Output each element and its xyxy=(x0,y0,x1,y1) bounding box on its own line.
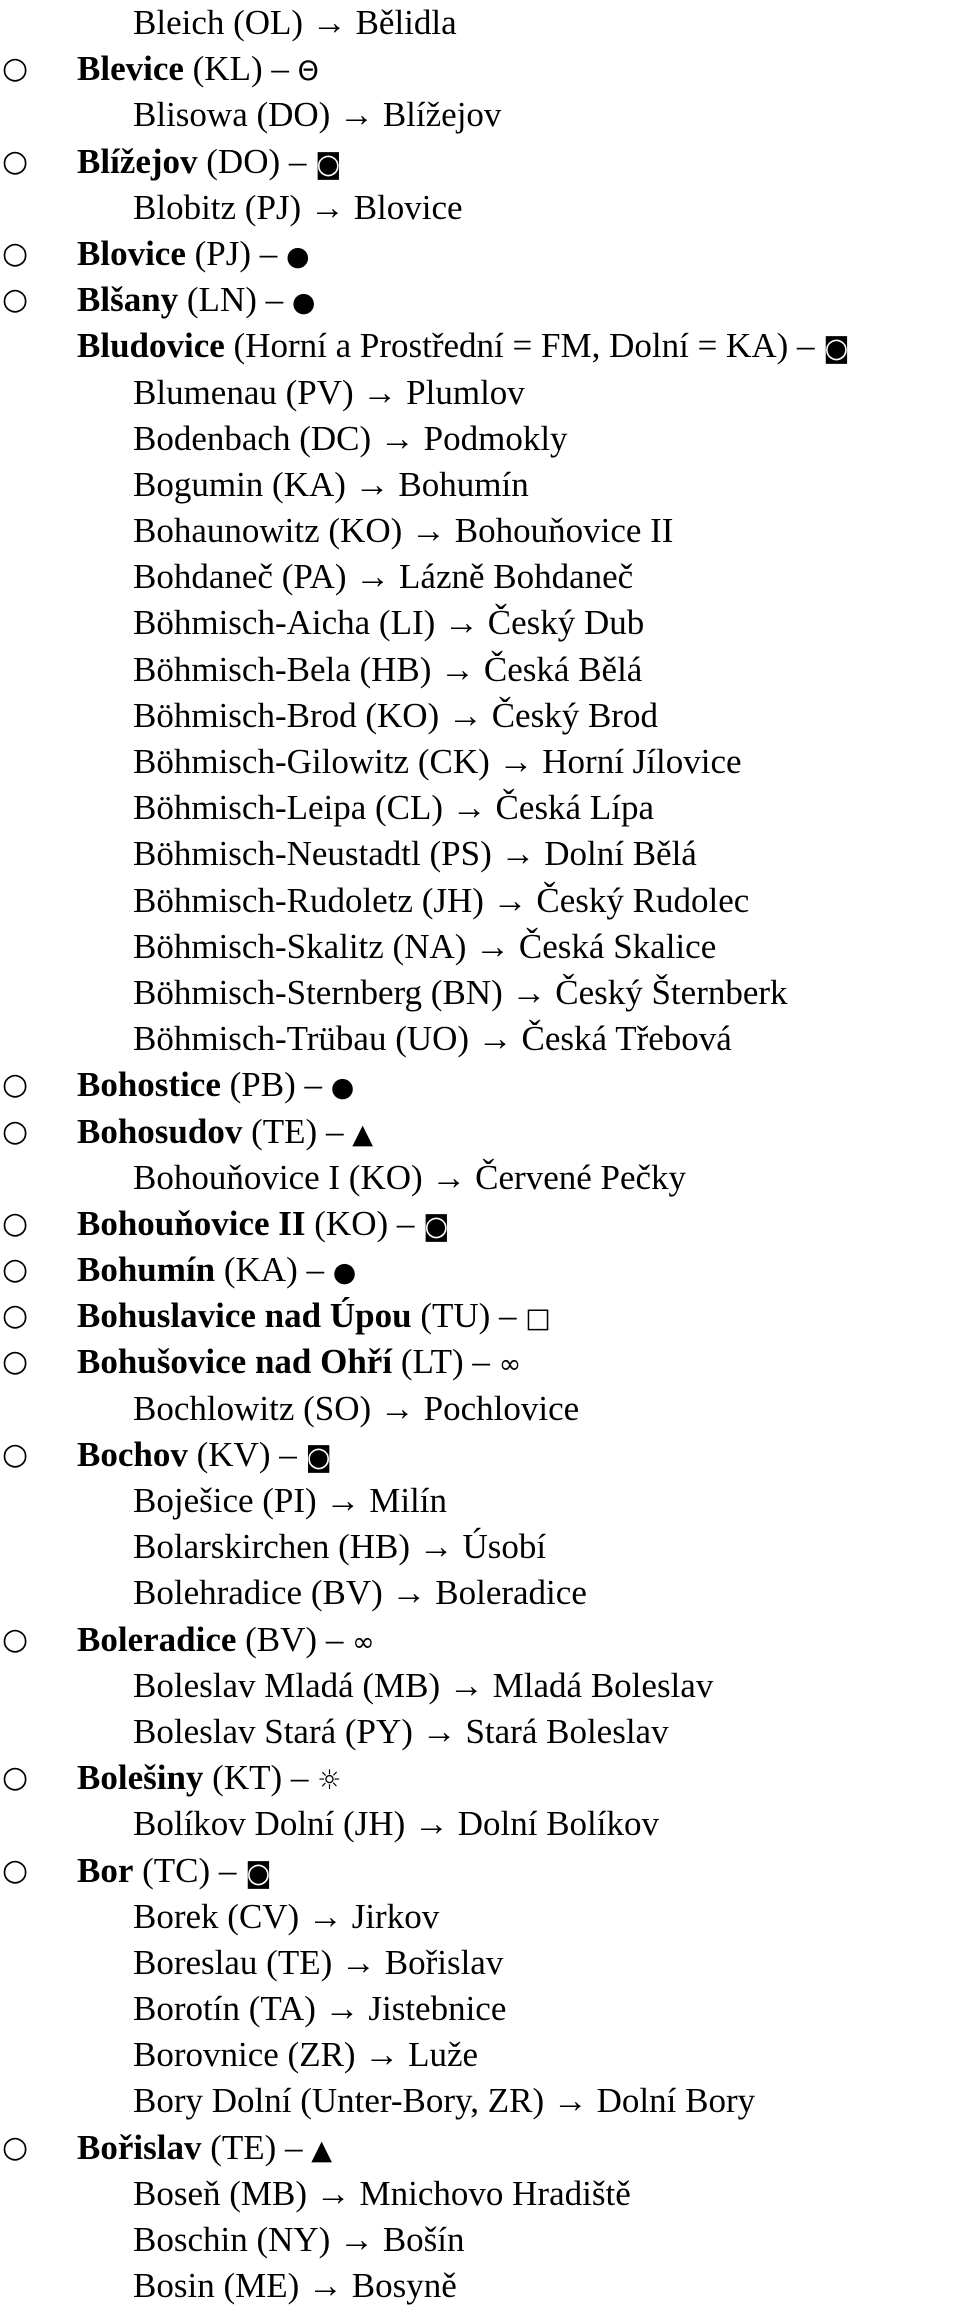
entry-text xyxy=(77,1201,449,1250)
circle-bullet-icon: ○ xyxy=(2,1852,29,1888)
place-name: Blovice xyxy=(77,233,186,273)
status-symbol-icon: ∞ xyxy=(498,1349,522,1381)
entry-text xyxy=(77,1062,354,1111)
circle-bullet-icon: ○ xyxy=(2,1621,29,1657)
place-entry xyxy=(0,46,960,92)
cross-reference-entry xyxy=(0,185,960,231)
reference-text: Böhmisch-Aicha (LI) → Český Dub xyxy=(133,603,645,643)
place-entry xyxy=(0,1617,960,1663)
reference-text: Blisowa (DO) → Blížejov xyxy=(133,95,502,135)
cross-reference-entry xyxy=(0,693,960,739)
circle-bullet-icon: ○ xyxy=(2,143,29,179)
cross-reference-entry xyxy=(0,831,960,877)
status-symbol-icon: ● xyxy=(291,287,316,319)
district-code: (TC) – xyxy=(133,1850,246,1890)
place-name: Bohouňovice II xyxy=(77,1203,306,1243)
cross-reference-entry xyxy=(0,1524,960,1570)
reference-text: Böhmisch-Neustadtl (PS) → Dolní Bělá xyxy=(133,834,697,874)
place-name: Bohostice xyxy=(77,1065,221,1105)
reference-text: Borek (CV) → Jirkov xyxy=(133,1896,440,1936)
reference-text: Bolehradice (BV) → Boleradice xyxy=(133,1573,587,1613)
cross-reference-entry xyxy=(0,2078,960,2124)
cross-reference-entry xyxy=(0,785,960,831)
entry-text xyxy=(77,277,315,326)
reference-text: Bleich (OL) → Bělidla xyxy=(133,3,457,42)
circle-bullet-icon: ○ xyxy=(2,1760,29,1796)
district-code: (BV) – xyxy=(236,1619,353,1659)
circle-bullet-icon: ○ xyxy=(2,1067,29,1103)
entry-text xyxy=(77,1293,551,1342)
cross-reference-entry xyxy=(0,508,960,554)
district-code: (TU) – xyxy=(411,1296,526,1336)
reference-text: Boleslav Mladá (MB) → Mladá Boleslav xyxy=(133,1665,714,1705)
entry-text xyxy=(77,1339,521,1388)
district-code: (TE) – xyxy=(242,1111,353,1151)
place-entry xyxy=(0,231,960,277)
place-name: Bor xyxy=(77,1850,134,1890)
reference-text: Boleslav Stará (PY) → Stará Boleslav xyxy=(133,1711,669,1751)
status-symbol-icon: ◙ xyxy=(305,1441,332,1473)
place-name: Blížejov xyxy=(77,141,198,181)
place-entry xyxy=(0,277,960,323)
reference-text: Bolíkov Dolní (JH) → Dolní Bolíkov xyxy=(133,1804,659,1844)
status-symbol-icon: ▲ xyxy=(311,2134,333,2166)
district-code: (LT) – xyxy=(392,1342,499,1382)
reference-text: Böhmisch-Rudoletz (JH) → Český Rudolec xyxy=(133,880,750,920)
place-name: Bludovice xyxy=(77,326,225,366)
reference-text: Böhmisch-Sternberg (BN) → Český Šternberk xyxy=(133,972,788,1012)
circle-bullet-icon: ○ xyxy=(2,2129,29,2165)
cross-reference-entry xyxy=(0,462,960,508)
status-symbol-icon: ● xyxy=(286,240,310,272)
district-code: (PB) – xyxy=(220,1065,331,1105)
district-code: (PJ) – xyxy=(185,233,287,273)
entry-text xyxy=(77,1247,356,1296)
reference-text: Borotín (TA) → Jistebnice xyxy=(133,1989,507,2029)
circle-bullet-icon: ○ xyxy=(2,1113,29,1149)
place-name: Bořislav xyxy=(77,2127,202,2167)
cross-reference-entry xyxy=(0,92,960,138)
status-symbol-icon: Θ xyxy=(297,56,319,88)
cross-reference-entry xyxy=(0,1570,960,1616)
cross-reference-entry xyxy=(0,1986,960,2032)
cross-reference-entry xyxy=(0,416,960,462)
place-entry xyxy=(0,1062,960,1108)
reference-text: Bohaunowitz (KO) → Bohouňovice II xyxy=(133,511,674,551)
circle-bullet-icon: ○ xyxy=(2,51,29,87)
reference-text: Boješice (PI) → Milín xyxy=(133,1481,447,1520)
place-name: Blevice xyxy=(77,49,184,89)
place-name: Bochov xyxy=(77,1434,188,1474)
entry-text xyxy=(77,2125,332,2174)
cross-reference-entry xyxy=(0,2263,960,2309)
cross-reference-entry xyxy=(0,1894,960,1940)
cross-reference-entry xyxy=(0,370,960,416)
place-entry xyxy=(0,2125,960,2171)
entry-text xyxy=(77,1755,341,1804)
entry-text xyxy=(77,1109,373,1158)
place-entry xyxy=(0,1755,960,1801)
cross-reference-entry xyxy=(0,1386,960,1432)
place-entry xyxy=(0,1247,960,1293)
place-entry xyxy=(0,1201,960,1247)
reference-text: Bolarskirchen (HB) → Úsobí xyxy=(133,1527,547,1567)
place-entry xyxy=(0,1293,960,1339)
status-symbol-icon: ● xyxy=(332,1257,357,1289)
cross-reference-entry xyxy=(0,2032,960,2078)
reference-text: Bohdaneč (PA) → Lázně Bohdaneč xyxy=(133,557,634,597)
district-code: (KT) – xyxy=(203,1758,318,1798)
place-name: Boleradice xyxy=(77,1619,237,1659)
place-name: Bolešiny xyxy=(77,1758,204,1798)
status-symbol-icon: ▲ xyxy=(352,1118,373,1150)
reference-text: Bosin (ME) → Bosyně xyxy=(133,2266,457,2306)
cross-reference-entry xyxy=(0,1801,960,1847)
reference-text: Böhmisch-Leipa (CL) → Česká Lípa xyxy=(133,788,654,828)
district-code: (KA) – xyxy=(215,1250,333,1290)
reference-text: Bory Dolní (Unter-Bory, ZR) → Dolní Bory xyxy=(133,2081,756,2121)
cross-reference-entry xyxy=(0,647,960,693)
circle-bullet-icon: ○ xyxy=(2,282,29,318)
reference-text: Bogumin (KA) → Bohumín xyxy=(133,464,529,504)
district-code: (DO) – xyxy=(197,141,316,181)
status-symbol-icon: ◙ xyxy=(245,1857,272,1889)
cross-reference-entry xyxy=(0,2217,960,2263)
reference-text: Böhmisch-Skalitz (NA) → Česká Skalice xyxy=(133,926,717,966)
reference-text: Boschin (NY) → Bošín xyxy=(133,2220,465,2259)
reference-text: Blumenau (PV) → Plumlov xyxy=(133,372,525,412)
district-code: (KL) – xyxy=(183,49,298,89)
cross-reference-entry xyxy=(0,1478,960,1524)
cross-reference-entry xyxy=(0,600,960,646)
place-entry xyxy=(0,323,960,369)
cross-reference-entry xyxy=(0,970,960,1016)
circle-bullet-icon: ○ xyxy=(2,1436,29,1472)
reference-text: Bohouňovice I (KO) → Červené Pečky xyxy=(133,1157,687,1197)
district-code: (KV) – xyxy=(187,1434,306,1474)
cross-reference-entry xyxy=(0,924,960,970)
cross-reference-entry xyxy=(0,0,960,46)
status-symbol-icon: ◙ xyxy=(823,333,850,365)
entry-text xyxy=(77,46,319,95)
entry-text xyxy=(77,139,341,188)
cross-reference-entry xyxy=(0,1016,960,1062)
status-symbol-icon: □ xyxy=(525,1303,551,1335)
entry-text xyxy=(77,1432,332,1481)
cross-reference-entry xyxy=(0,1709,960,1755)
place-name: Blšany xyxy=(77,280,179,320)
place-entry xyxy=(0,1432,960,1478)
district-code: (LN) – xyxy=(178,280,292,320)
circle-bullet-icon: ○ xyxy=(2,235,29,271)
district-code: (Horní a Prostřední = FM, Dolní = KA) – xyxy=(224,326,824,366)
reference-text: Borovnice (ZR) → Luže xyxy=(133,2035,479,2075)
entry-text xyxy=(77,323,849,372)
cross-reference-entry xyxy=(0,739,960,785)
place-name: Bohumín xyxy=(77,1250,216,1290)
reference-text: Böhmisch-Gilowitz (CK) → Horní Jílovice xyxy=(133,742,742,781)
place-name: Bohuslavice nad Úpou xyxy=(77,1296,412,1336)
district-code: (TE) – xyxy=(201,2127,312,2167)
reference-text: Bodenbach (DC) → Podmokly xyxy=(133,418,568,458)
district-code: (KO) – xyxy=(305,1203,424,1243)
circle-bullet-icon: ○ xyxy=(2,1205,29,1241)
place-entry xyxy=(0,139,960,185)
status-symbol-icon: ☼ xyxy=(317,1765,342,1797)
status-symbol-icon: ◙ xyxy=(315,148,342,180)
status-symbol-icon: ◙ xyxy=(423,1210,450,1242)
cross-reference-entry xyxy=(0,1155,960,1201)
cross-reference-entry xyxy=(0,1940,960,1986)
reference-text: Bochlowitz (SO) → Pochlovice xyxy=(133,1388,580,1428)
reference-text: Böhmisch-Bela (HB) → Česká Bělá xyxy=(133,649,643,689)
reference-text: Boreslau (TE) → Bořislav xyxy=(133,1942,504,1982)
cross-reference-entry xyxy=(0,554,960,600)
reference-text: Böhmisch-Trübau (UO) → Česká Třebová xyxy=(133,1019,732,1059)
reference-text: Blobitz (PJ) → Blovice xyxy=(133,187,463,227)
place-entry xyxy=(0,1848,960,1894)
circle-bullet-icon: ○ xyxy=(2,1298,29,1334)
entry-text xyxy=(77,1617,375,1666)
cross-reference-entry xyxy=(0,878,960,924)
place-name: Bohosudov xyxy=(77,1111,243,1151)
place-name: Bohušovice nad Ohří xyxy=(77,1342,393,1382)
status-symbol-icon: ● xyxy=(330,1072,355,1104)
place-entry xyxy=(0,1109,960,1155)
circle-bullet-icon: ○ xyxy=(2,1344,29,1380)
reference-text: Boseň (MB) → Mnichovo Hradiště xyxy=(133,2173,631,2213)
cross-reference-entry xyxy=(0,1663,960,1709)
reference-text: Böhmisch-Brod (KO) → Český Brod xyxy=(133,695,658,735)
entry-text xyxy=(77,231,310,280)
circle-bullet-icon: ○ xyxy=(2,1252,29,1288)
place-entry xyxy=(0,1339,960,1385)
entry-text xyxy=(77,1848,271,1897)
status-symbol-icon: ∞ xyxy=(352,1626,375,1658)
cross-reference-entry xyxy=(0,2171,960,2217)
